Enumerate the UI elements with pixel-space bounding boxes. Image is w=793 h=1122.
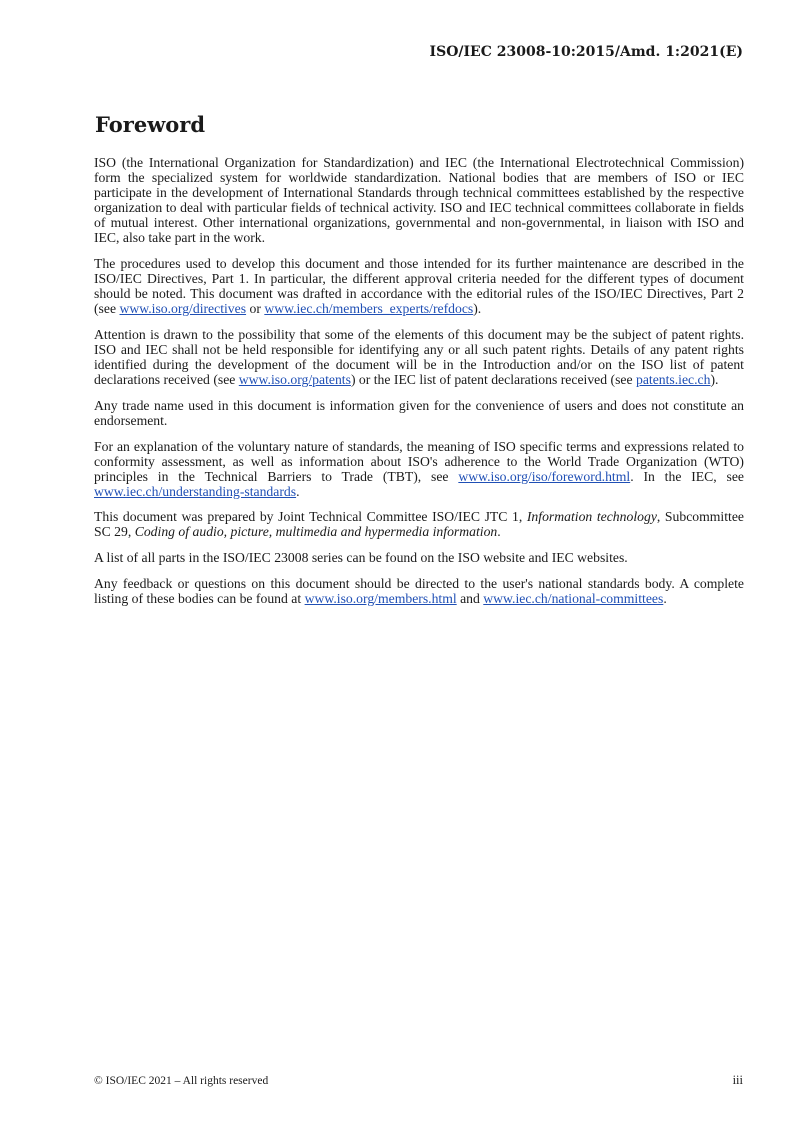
paragraph-3-mid: ) or the IEC list of patent declarations received (see — [350, 372, 636, 388]
paragraph-8-text: Any feedback or questions on this document should be directed to the user's national standards body. A complete listing of these bodies can be found at — [94, 575, 744, 606]
paragraph-2 — [94, 256, 744, 316]
paragraph-6 — [94, 509, 744, 539]
link-iso-patents[interactable]: www.iso.org/patents — [238, 372, 351, 388]
paragraph-2-mid: or — [246, 301, 265, 317]
paragraph-2-text: The procedures used to develop this document and those intended for its further maintenance are described in the ISO/IEC Directives, Part 1. In particular, the different approval criteria needed for the different types of document should be noted. This document was drafted in accordance with the editorial rules of the ISO/IEC Directives, Part 2 (see — [94, 256, 744, 317]
paragraph-6-italic-1: Information technology — [526, 509, 657, 525]
paragraph-7: A list of all parts in the ISO/IEC 23008 series can be found on the ISO website and IEC websites. — [94, 550, 628, 566]
link-iec-refdocs[interactable]: www.iec.ch/members_experts/refdocs — [264, 301, 474, 317]
paragraph-5-text: For an explanation of the voluntary nature of standards, the meaning of ISO specific terms and expressions related to conformity assessment, as well as information about ISO's adherence to the World Trade Organization (WTO) principles in the Technical Barriers to Trade (TBT), see — [94, 438, 744, 484]
paragraph-6-end: . — [497, 524, 501, 540]
link-iso-foreword[interactable]: www.iso.org/iso/foreword.html — [458, 468, 631, 484]
paragraph-8 — [94, 576, 744, 606]
paragraph-1: ISO (the International Organization for Standardization) and IEC (the International Electrotechnical Commission) form the specialized system for worldwide standardization. National bodies that are members of ISO or IEC participate in the development of International Standards through technical committees established by the respective organization to deal with particular fields of technical activity. ISO and IEC technical committees collaborate in fields of mutual interest. Other international organizations, governmental and non-governmental, in liaison with ISO and IEC, also take part in the work. — [94, 155, 744, 246]
paragraph-6-mid: , Subcommittee SC 29, — [94, 509, 744, 540]
link-iec-patents[interactable]: patents.iec.ch — [635, 372, 711, 388]
paragraph-2-end: ). — [473, 301, 482, 317]
paragraph-5-mid: . In the IEC, see — [630, 468, 744, 484]
link-iec-understanding-standards[interactable]: www.iec.ch/understanding-standards — [94, 483, 297, 499]
footer-copyright: © ISO/IEC 2021 – All rights reserved — [94, 1075, 269, 1087]
foreword-body — [94, 155, 744, 616]
link-iso-members[interactable]: www.iso.org/members.html — [304, 590, 457, 606]
paragraph-6-italic-2: Coding of audio, picture, multimedia and hypermedia information — [134, 524, 498, 540]
paragraph-5 — [94, 439, 744, 499]
paragraph-6-text: This document was prepared by Joint Technical Committee ISO/IEC JTC 1, — [94, 509, 527, 525]
document-header-id: ISO/IEC 23008-10:2015/Amd. 1:2021(E) — [429, 44, 743, 60]
paragraph-3-end: ). — [710, 372, 719, 388]
page-title: Foreword — [95, 112, 206, 137]
paragraph-3-text: Attention is drawn to the possibility that some of the elements of this document may be the subject of patent rights. ISO and IEC shall not be held responsible for identifying any or all such patent rights. Details of any patent rights identified during the development of the document will be in the Introduction and/or on the ISO list of patent declarations received (see — [94, 326, 744, 388]
link-iso-directives[interactable]: www.iso.org/directives — [119, 301, 247, 317]
link-iec-national-committees[interactable]: www.iec.ch/national-committees — [483, 590, 664, 606]
paragraph-4: Any trade name used in this document is information given for the convenience of users and does not constitute an endorsement. — [94, 397, 744, 428]
paragraph-8-mid: and — [456, 590, 484, 606]
paragraph-5-end: . — [296, 483, 300, 499]
paragraph-8-end: . — [663, 590, 667, 606]
footer-page-number: iii — [732, 1073, 743, 1087]
paragraph-3 — [94, 327, 744, 387]
